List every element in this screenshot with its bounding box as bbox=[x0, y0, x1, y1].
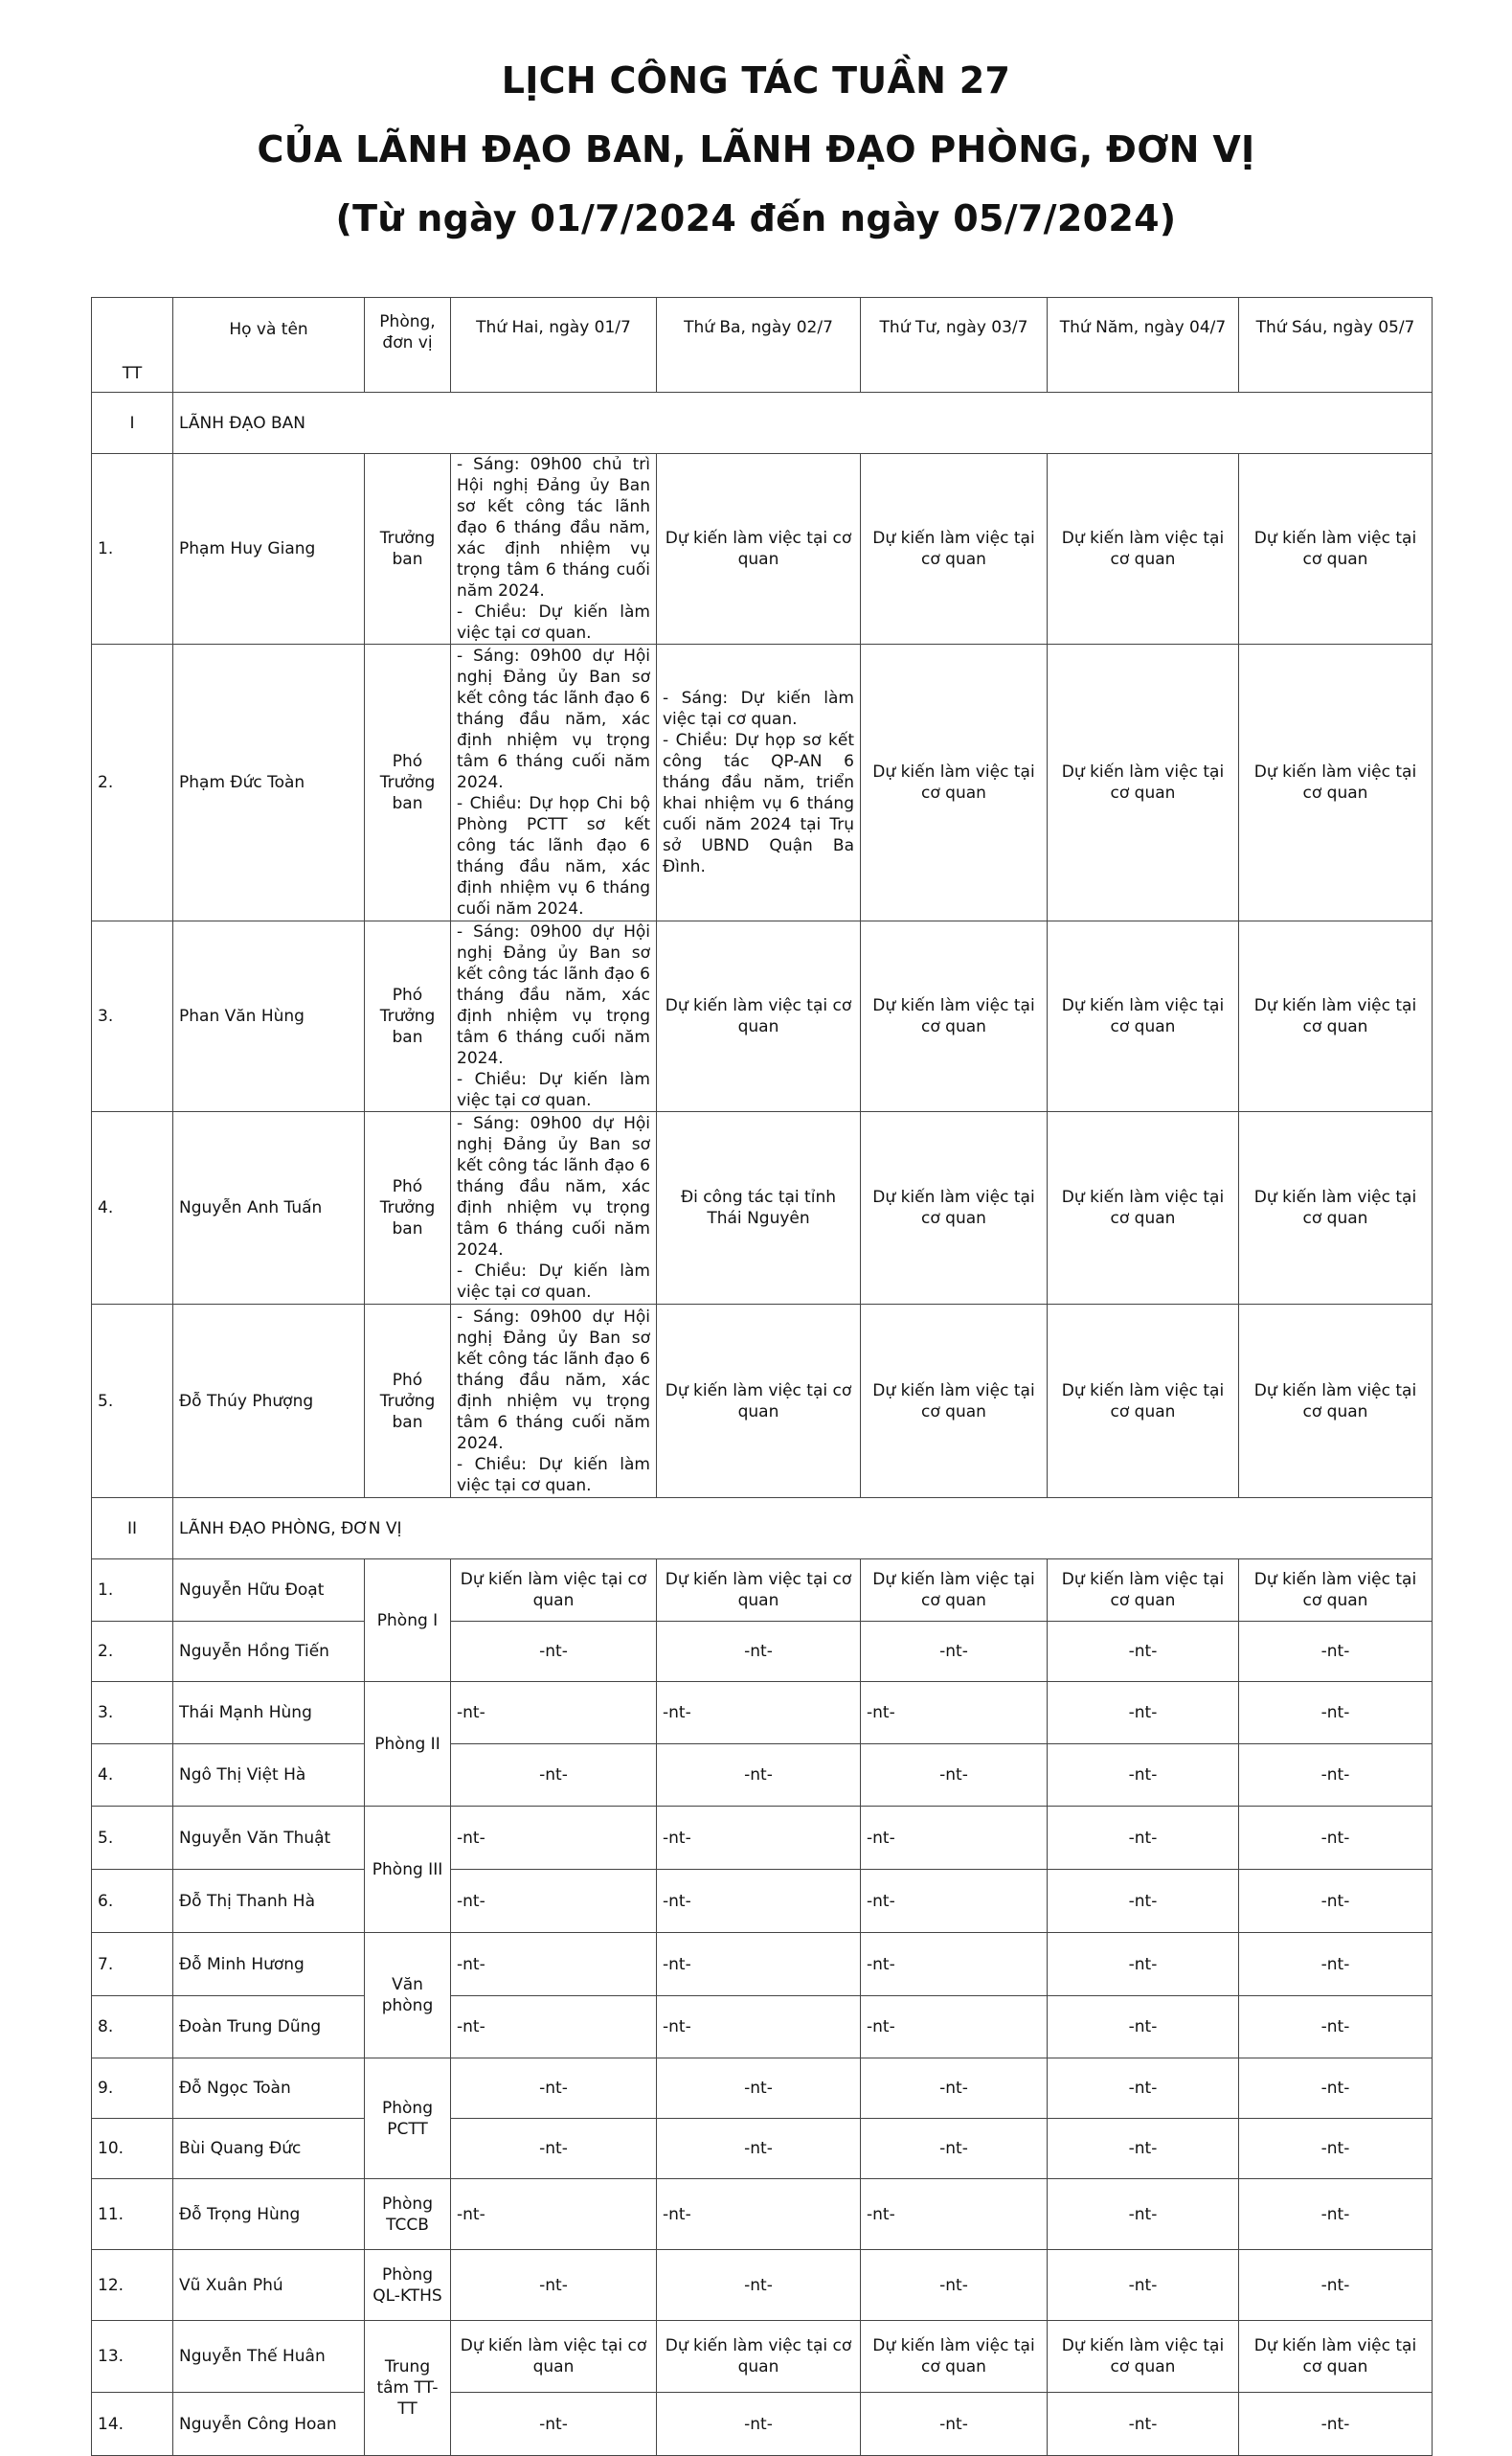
table-row bbox=[92, 2393, 1433, 2456]
row-number: 4. bbox=[92, 1744, 173, 1807]
schedule-cell-tue: -nt- bbox=[657, 2058, 861, 2119]
schedule-cell-thu: -nt- bbox=[1048, 1996, 1239, 2058]
row-number: 3. bbox=[92, 921, 173, 1112]
row-number: 5. bbox=[92, 1807, 173, 1870]
header-day-mon: Thứ Hai, ngày 01/7 bbox=[451, 298, 657, 393]
schedule-cell-fri: -nt- bbox=[1239, 2119, 1433, 2179]
person-name: Vũ Xuân Phú bbox=[173, 2250, 365, 2321]
schedule-cell-fri: -nt- bbox=[1239, 1807, 1433, 1870]
schedule-cell-fri: -nt- bbox=[1239, 1682, 1433, 1744]
schedule-cell-wed: Dự kiến làm việc tại cơ quan bbox=[861, 921, 1048, 1112]
person-name: Nguyễn Văn Thuật bbox=[173, 1807, 365, 1870]
schedule-cell-wed: -nt- bbox=[861, 2119, 1048, 2179]
schedule-cell-tue: Đi công tác tại tỉnh Thái Nguyên bbox=[657, 1112, 861, 1305]
schedule-cell-wed: -nt- bbox=[861, 2179, 1048, 2250]
table-row bbox=[92, 1996, 1433, 2058]
table-row bbox=[92, 2250, 1433, 2321]
department: Phó Trưởng ban bbox=[365, 921, 451, 1112]
schedule-cell-tue: -nt- bbox=[657, 2179, 861, 2250]
person-name: Phan Văn Hùng bbox=[173, 921, 365, 1112]
schedule-cell-thu: -nt- bbox=[1048, 1682, 1239, 1744]
schedule-cell-thu: Dự kiến làm việc tại cơ quan bbox=[1048, 1559, 1239, 1622]
schedule-cell-tue: -nt- bbox=[657, 2119, 861, 2179]
schedule-cell-mon: -nt- bbox=[451, 1744, 657, 1807]
schedule-cell-mon: - Sáng: 09h00 chủ trì Hội nghị Đảng ủy Ban sơ kết công tác lãnh đạo 6 tháng đầu năm, xác định nhiệm vụ trọng tâm 6 tháng cuối năm 2024. - Chiều: Dự kiến làm việc tại cơ quan. bbox=[451, 454, 657, 645]
row-number: 3. bbox=[92, 1682, 173, 1744]
person-name: Đỗ Trọng Hùng bbox=[173, 2179, 365, 2250]
person-name: Thái Mạnh Hùng bbox=[173, 1682, 365, 1744]
schedule-cell-fri: -nt- bbox=[1239, 2058, 1433, 2119]
schedule-cell-wed: -nt- bbox=[861, 1870, 1048, 1933]
schedule-cell-wed: Dự kiến làm việc tại cơ quan bbox=[861, 1559, 1048, 1622]
schedule-cell-mon: -nt- bbox=[451, 2393, 657, 2456]
row-number: 8. bbox=[92, 1996, 173, 2058]
person-name: Nguyễn Công Hoan bbox=[173, 2393, 365, 2456]
schedule-cell-mon: Dự kiến làm việc tại cơ quan bbox=[451, 1559, 657, 1622]
header-day-thu: Thứ Năm, ngày 04/7 bbox=[1048, 298, 1239, 393]
table-row bbox=[92, 2321, 1433, 2393]
schedule-cell-thu: Dự kiến làm việc tại cơ quan bbox=[1048, 454, 1239, 645]
row-number: 2. bbox=[92, 645, 173, 921]
table-row bbox=[92, 1870, 1433, 1933]
department: Phòng I bbox=[365, 1559, 451, 1682]
schedule-cell-thu: Dự kiến làm việc tại cơ quan bbox=[1048, 1112, 1239, 1305]
schedule-cell-fri: -nt- bbox=[1239, 2393, 1433, 2456]
header-day-tue: Thứ Ba, ngày 02/7 bbox=[657, 298, 861, 393]
schedule-cell-wed: -nt- bbox=[861, 1744, 1048, 1807]
schedule-cell-tue: Dự kiến làm việc tại cơ quan bbox=[657, 921, 861, 1112]
title-line-2: CỦA LÃNH ĐẠO BAN, LÃNH ĐẠO PHÒNG, ĐƠN VỊ bbox=[257, 128, 1255, 171]
schedule-body bbox=[92, 393, 1433, 2456]
person-name: Bùi Quang Đức bbox=[173, 2119, 365, 2179]
schedule-cell-tue: - Sáng: Dự kiến làm việc tại cơ quan. - Chiều: Dự họp sơ kết công tác QP-AN 6 tháng đầu năm, triển khai nhiệm vụ 6 tháng cuối năm 2024 tại Trụ sở UBND Quận Ba Đình. bbox=[657, 645, 861, 921]
person-name: Đỗ Minh Hương bbox=[173, 1933, 365, 1996]
row-number: 4. bbox=[92, 1112, 173, 1305]
person-name: Nguyễn Thế Huân bbox=[173, 2321, 365, 2393]
person-name: Phạm Huy Giang bbox=[173, 454, 365, 645]
schedule-cell-fri: -nt- bbox=[1239, 2250, 1433, 2321]
schedule-cell-tue: -nt- bbox=[657, 2393, 861, 2456]
schedule-cell-wed: -nt- bbox=[861, 2250, 1048, 2321]
table-row bbox=[92, 1622, 1433, 1682]
schedule-cell-thu: -nt- bbox=[1048, 2119, 1239, 2179]
schedule-cell-mon: -nt- bbox=[451, 1682, 657, 1744]
table-row bbox=[92, 1682, 1433, 1744]
table-row bbox=[92, 454, 1433, 645]
schedule-cell-wed: -nt- bbox=[861, 2058, 1048, 2119]
schedule-cell-mon: -nt- bbox=[451, 2179, 657, 2250]
schedule-cell-wed: -nt- bbox=[861, 1807, 1048, 1870]
schedule-cell-thu: Dự kiến làm việc tại cơ quan bbox=[1048, 921, 1239, 1112]
header-day-wed: Thứ Tư, ngày 03/7 bbox=[861, 298, 1048, 393]
schedule-cell-tue: -nt- bbox=[657, 1682, 861, 1744]
schedule-cell-mon: -nt- bbox=[451, 2058, 657, 2119]
person-name: Đỗ Thúy Phượng bbox=[173, 1305, 365, 1498]
table-row bbox=[92, 921, 1433, 1112]
schedule-cell-mon: - Sáng: 09h00 dự Hội nghị Đảng ủy Ban sơ kết công tác lãnh đạo 6 tháng đầu năm, xác định nhiệm vụ trọng tâm 6 tháng cuối năm 2024. - Chiều: Dự kiến làm việc tại cơ quan. bbox=[451, 921, 657, 1112]
schedule-cell-wed: Dự kiến làm việc tại cơ quan bbox=[861, 1112, 1048, 1305]
schedule-cell-fri: -nt- bbox=[1239, 2179, 1433, 2250]
table-row bbox=[92, 1807, 1433, 1870]
table-row bbox=[92, 2119, 1433, 2179]
schedule-cell-thu: Dự kiến làm việc tại cơ quan bbox=[1048, 2321, 1239, 2393]
section-row bbox=[92, 1498, 1433, 1559]
department: Phòng II bbox=[365, 1682, 451, 1807]
department: Phó Trưởng ban bbox=[365, 645, 451, 921]
section-number: I bbox=[92, 393, 173, 454]
row-number: 1. bbox=[92, 454, 173, 645]
schedule-cell-mon: - Sáng: 09h00 dự Hội nghị Đảng ủy Ban sơ kết công tác lãnh đạo 6 tháng đầu năm, xác định nhiệm vụ trọng tâm 6 tháng cuối năm 2024. - Chiều: Dự họp Chi bộ Phòng PCTT sơ kết công tác lãnh đạo 6 tháng đầu năm, xác định nhiệm vụ 6 tháng cuối năm 2024. bbox=[451, 645, 657, 921]
schedule-cell-thu: -nt- bbox=[1048, 2250, 1239, 2321]
schedule-cell-wed: -nt- bbox=[861, 1622, 1048, 1682]
schedule-cell-tue: -nt- bbox=[657, 1807, 861, 1870]
table-row bbox=[92, 645, 1433, 921]
header-tt: TT bbox=[92, 298, 173, 393]
schedule-cell-wed: -nt- bbox=[861, 1996, 1048, 2058]
schedule-cell-fri: Dự kiến làm việc tại cơ quan bbox=[1239, 1559, 1433, 1622]
schedule-cell-mon: - Sáng: 09h00 dự Hội nghị Đảng ủy Ban sơ kết công tác lãnh đạo 6 tháng đầu năm, xác định nhiệm vụ trọng tâm 6 tháng cuối năm 2024. - Chiều: Dự kiến làm việc tại cơ quan. bbox=[451, 1112, 657, 1305]
department: Phó Trưởng ban bbox=[365, 1305, 451, 1498]
section-number: II bbox=[92, 1498, 173, 1559]
department: Văn phòng bbox=[365, 1933, 451, 2058]
table-row bbox=[92, 1559, 1433, 1622]
schedule-cell-tue: Dự kiến làm việc tại cơ quan bbox=[657, 1559, 861, 1622]
department: Phòng PCTT bbox=[365, 2058, 451, 2179]
schedule-cell-fri: -nt- bbox=[1239, 1933, 1433, 1996]
row-number: 13. bbox=[92, 2321, 173, 2393]
schedule-cell-wed: Dự kiến làm việc tại cơ quan bbox=[861, 454, 1048, 645]
schedule-cell-thu: Dự kiến làm việc tại cơ quan bbox=[1048, 645, 1239, 921]
department: Phòng TCCB bbox=[365, 2179, 451, 2250]
schedule-cell-mon: -nt- bbox=[451, 1933, 657, 1996]
row-number: 1. bbox=[92, 1559, 173, 1622]
schedule-cell-thu: -nt- bbox=[1048, 1870, 1239, 1933]
schedule-cell-mon: Dự kiến làm việc tại cơ quan bbox=[451, 2321, 657, 2393]
schedule-cell-fri: Dự kiến làm việc tại cơ quan bbox=[1239, 921, 1433, 1112]
department: Trung tâm TT-TT bbox=[365, 2321, 451, 2456]
schedule-cell-thu: -nt- bbox=[1048, 2179, 1239, 2250]
schedule-cell-tue: -nt- bbox=[657, 2250, 861, 2321]
department: Phòng III bbox=[365, 1807, 451, 1933]
title-line-3: (Từ ngày 01/7/2024 đến ngày 05/7/2024) bbox=[335, 197, 1177, 239]
table-row bbox=[92, 1744, 1433, 1807]
section-row bbox=[92, 393, 1433, 454]
person-name: Đỗ Thị Thanh Hà bbox=[173, 1870, 365, 1933]
schedule-cell-wed: -nt- bbox=[861, 1682, 1048, 1744]
row-number: 11. bbox=[92, 2179, 173, 2250]
person-name: Đoàn Trung Dũng bbox=[173, 1996, 365, 2058]
person-name: Đỗ Ngọc Toàn bbox=[173, 2058, 365, 2119]
header-name: Họ và tên bbox=[173, 298, 365, 393]
schedule-cell-mon: -nt- bbox=[451, 1807, 657, 1870]
schedule-cell-mon: -nt- bbox=[451, 1622, 657, 1682]
schedule-cell-wed: Dự kiến làm việc tại cơ quan bbox=[861, 1305, 1048, 1498]
table-row bbox=[92, 1112, 1433, 1305]
schedule-cell-fri: Dự kiến làm việc tại cơ quan bbox=[1239, 645, 1433, 921]
schedule-cell-thu: -nt- bbox=[1048, 1933, 1239, 1996]
section-title: LÃNH ĐẠO PHÒNG, ĐƠN VỊ bbox=[173, 1498, 1433, 1559]
table-row bbox=[92, 2179, 1433, 2250]
table-row bbox=[92, 1305, 1433, 1498]
schedule-cell-mon: - Sáng: 09h00 dự Hội nghị Đảng ủy Ban sơ kết công tác lãnh đạo 6 tháng đầu năm, xác định nhiệm vụ trọng tâm 6 tháng cuối năm 2024. - Chiều: Dự kiến làm việc tại cơ quan. bbox=[451, 1305, 657, 1498]
person-name: Phạm Đức Toàn bbox=[173, 645, 365, 921]
header-day-fri: Thứ Sáu, ngày 05/7 bbox=[1239, 298, 1433, 393]
schedule-cell-wed: -nt- bbox=[861, 2393, 1048, 2456]
schedule-cell-fri: -nt- bbox=[1239, 1996, 1433, 2058]
schedule-cell-wed: Dự kiến làm việc tại cơ quan bbox=[861, 2321, 1048, 2393]
schedule-cell-wed: -nt- bbox=[861, 1933, 1048, 1996]
row-number: 10. bbox=[92, 2119, 173, 2179]
schedule-cell-mon: -nt- bbox=[451, 2250, 657, 2321]
row-number: 12. bbox=[92, 2250, 173, 2321]
schedule-cell-tue: Dự kiến làm việc tại cơ quan bbox=[657, 454, 861, 645]
person-name: Nguyễn Anh Tuấn bbox=[173, 1112, 365, 1305]
header-row bbox=[92, 298, 1433, 393]
row-number: 5. bbox=[92, 1305, 173, 1498]
schedule-cell-tue: Dự kiến làm việc tại cơ quan bbox=[657, 1305, 861, 1498]
schedule-cell-tue: -nt- bbox=[657, 1744, 861, 1807]
department: Phòng QL-KTHS bbox=[365, 2250, 451, 2321]
schedule-cell-fri: Dự kiến làm việc tại cơ quan bbox=[1239, 454, 1433, 645]
schedule-cell-mon: -nt- bbox=[451, 2119, 657, 2179]
row-number: 14. bbox=[92, 2393, 173, 2456]
schedule-table bbox=[91, 297, 1433, 2456]
schedule-cell-fri: Dự kiến làm việc tại cơ quan bbox=[1239, 1305, 1433, 1498]
schedule-cell-fri: -nt- bbox=[1239, 1744, 1433, 1807]
schedule-cell-tue: -nt- bbox=[657, 1870, 861, 1933]
schedule-cell-fri: Dự kiến làm việc tại cơ quan bbox=[1239, 2321, 1433, 2393]
schedule-cell-fri: -nt- bbox=[1239, 1870, 1433, 1933]
department: Phó Trưởng ban bbox=[365, 1112, 451, 1305]
schedule-cell-thu: -nt- bbox=[1048, 1622, 1239, 1682]
schedule-cell-thu: -nt- bbox=[1048, 2393, 1239, 2456]
schedule-cell-tue: -nt- bbox=[657, 1996, 861, 2058]
schedule-cell-fri: Dự kiến làm việc tại cơ quan bbox=[1239, 1112, 1433, 1305]
schedule-cell-thu: -nt- bbox=[1048, 1807, 1239, 1870]
schedule-cell-thu: -nt- bbox=[1048, 1744, 1239, 1807]
schedule-cell-thu: -nt- bbox=[1048, 2058, 1239, 2119]
schedule-cell-wed: Dự kiến làm việc tại cơ quan bbox=[861, 645, 1048, 921]
row-number: 6. bbox=[92, 1870, 173, 1933]
table-row bbox=[92, 2058, 1433, 2119]
schedule-cell-tue: -nt- bbox=[657, 1933, 861, 1996]
document-title bbox=[0, 46, 1512, 253]
title-line-1: LỊCH CÔNG TÁC TUẦN 27 bbox=[501, 59, 1011, 102]
person-name: Nguyễn Hữu Đoạt bbox=[173, 1559, 365, 1622]
person-name: Nguyễn Hồng Tiến bbox=[173, 1622, 365, 1682]
schedule-cell-tue: -nt- bbox=[657, 1622, 861, 1682]
person-name: Ngô Thị Việt Hà bbox=[173, 1744, 365, 1807]
row-number: 9. bbox=[92, 2058, 173, 2119]
schedule-cell-mon: -nt- bbox=[451, 1996, 657, 2058]
header-dept: Phòng, đơn vị bbox=[365, 298, 451, 393]
schedule-cell-tue: Dự kiến làm việc tại cơ quan bbox=[657, 2321, 861, 2393]
department: Trưởng ban bbox=[365, 454, 451, 645]
schedule-cell-mon: -nt- bbox=[451, 1870, 657, 1933]
section-title: LÃNH ĐẠO BAN bbox=[173, 393, 1433, 454]
schedule-cell-thu: Dự kiến làm việc tại cơ quan bbox=[1048, 1305, 1239, 1498]
row-number: 7. bbox=[92, 1933, 173, 1996]
table-row bbox=[92, 1933, 1433, 1996]
row-number: 2. bbox=[92, 1622, 173, 1682]
schedule-cell-fri: -nt- bbox=[1239, 1622, 1433, 1682]
